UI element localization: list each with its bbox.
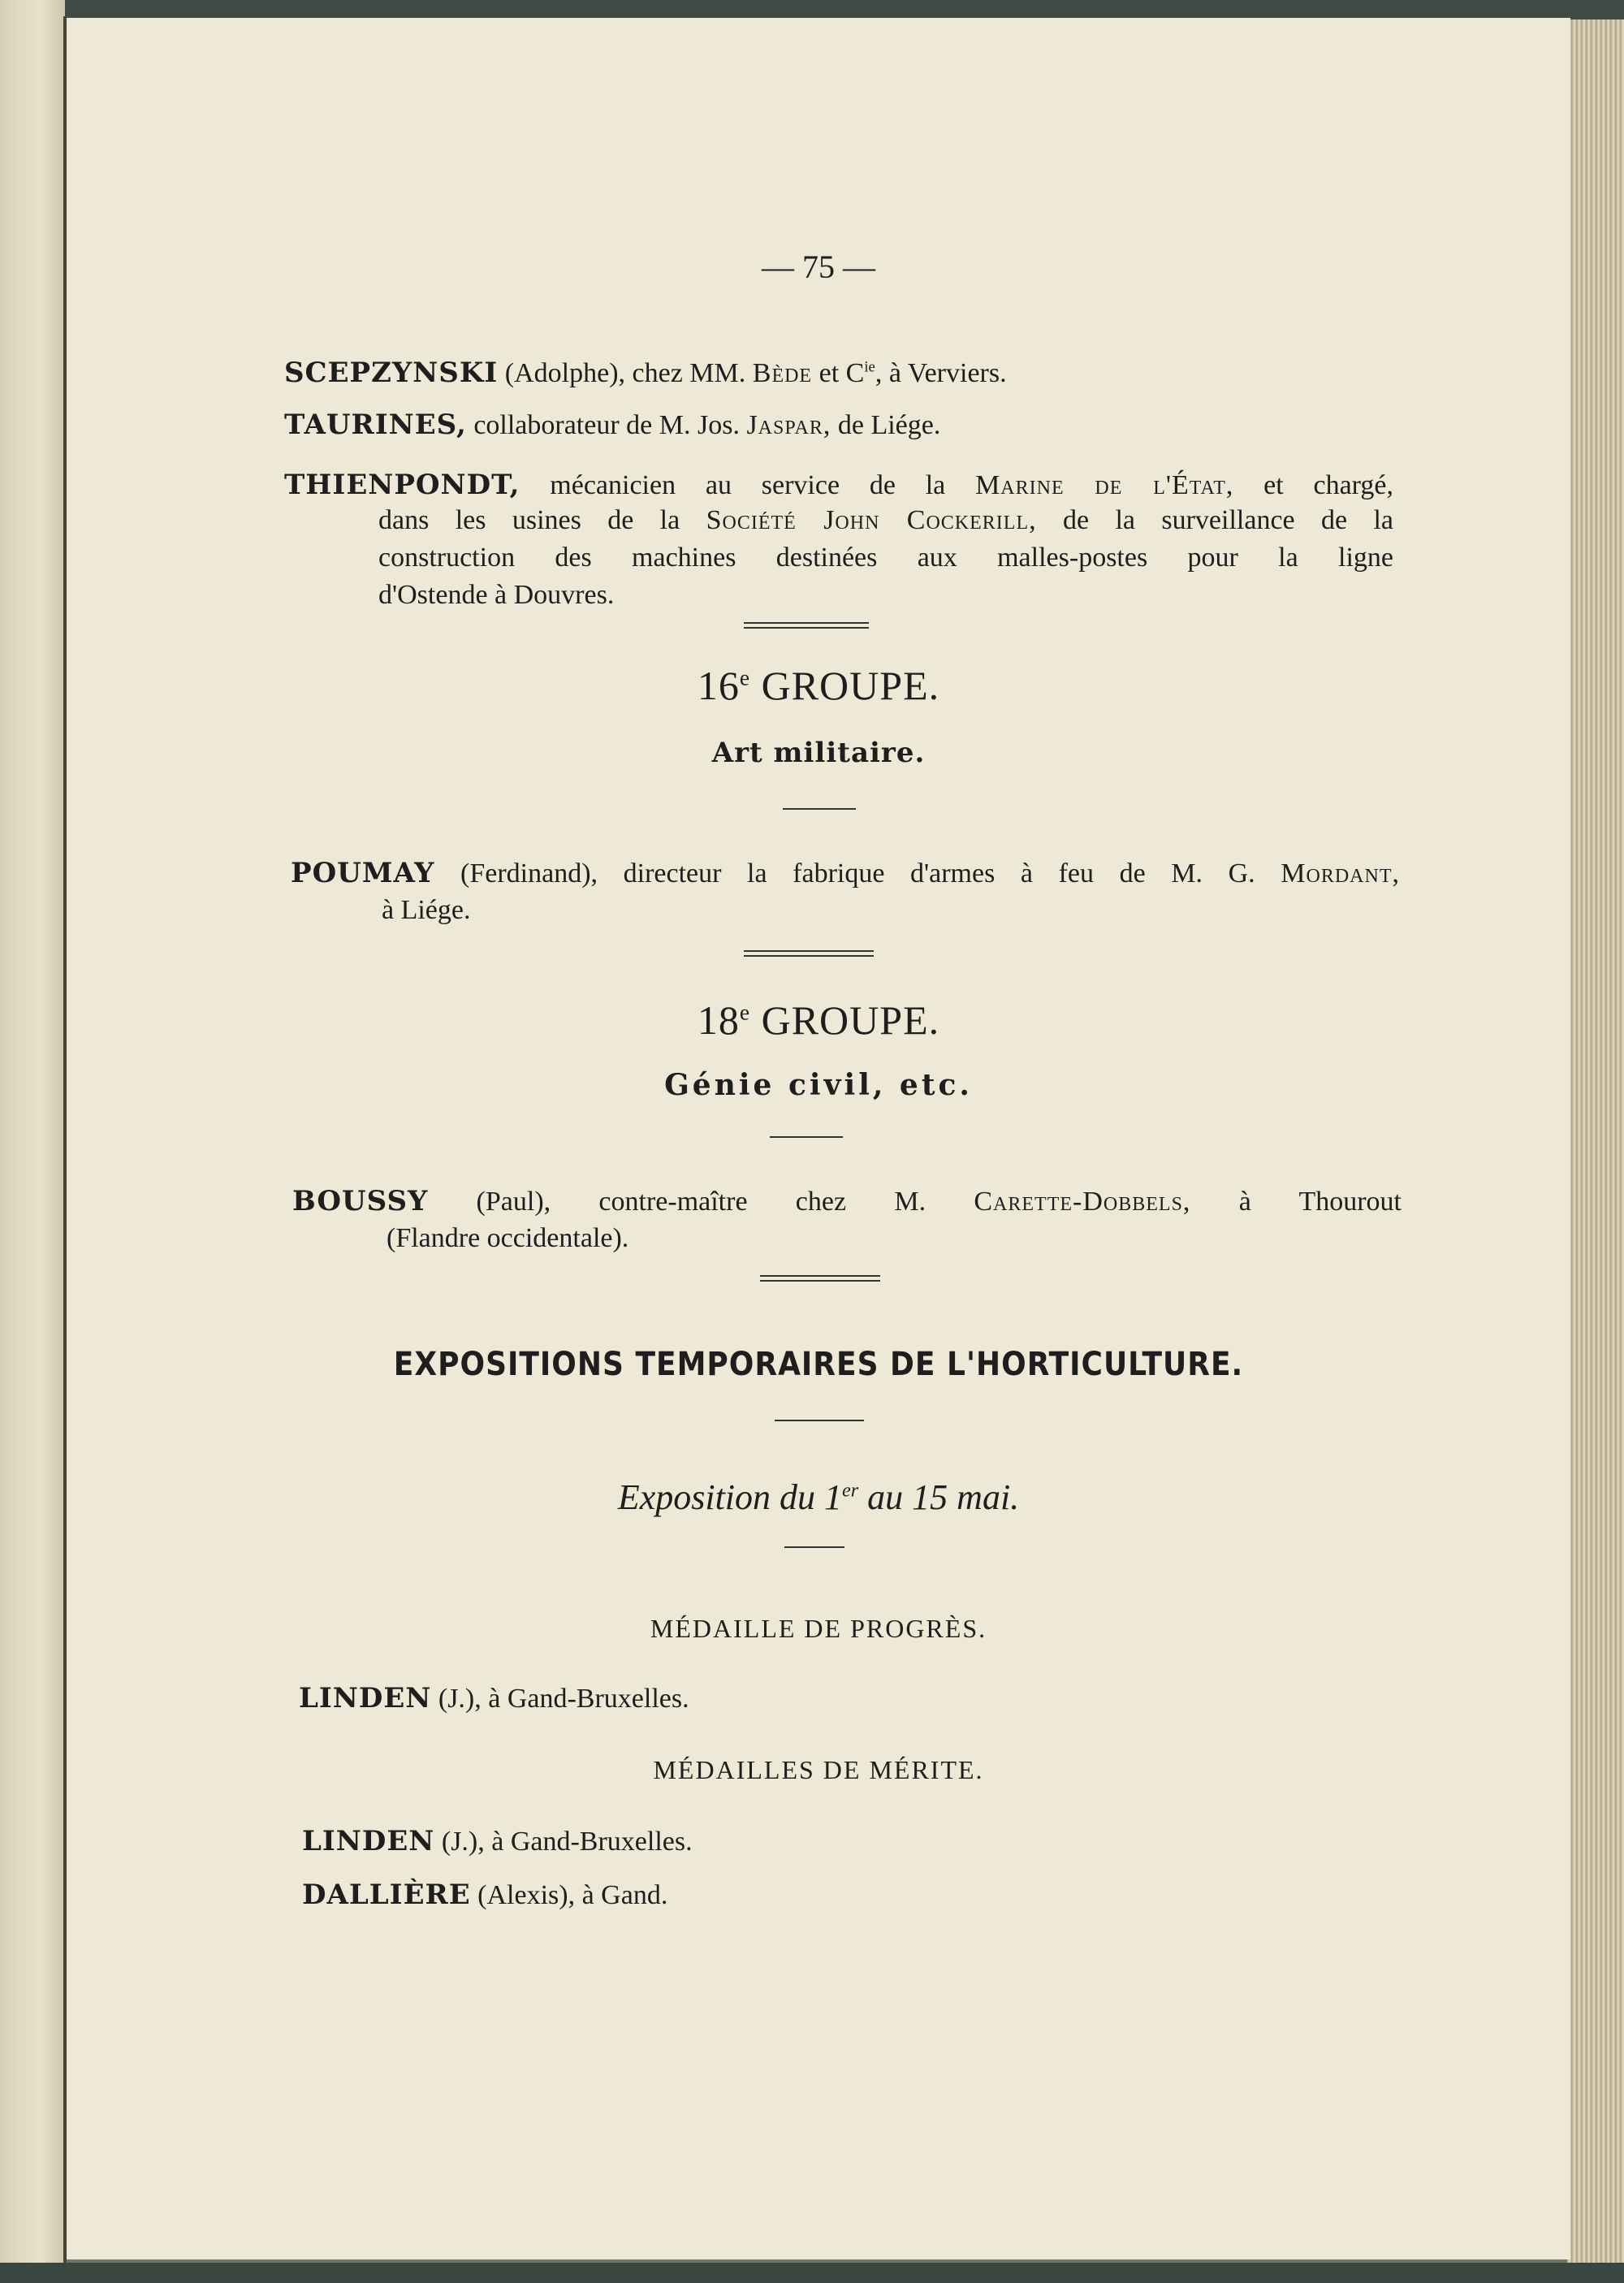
medal-merit-heading: MÉDAILLES DE MÉRITE. bbox=[653, 1755, 984, 1784]
page-number: — 75 — bbox=[762, 249, 875, 285]
short-rule bbox=[783, 808, 856, 810]
entry-linden-merit: LINDEN (J.), à Gand-Bruxelles. bbox=[302, 1825, 693, 1857]
facing-page-edge bbox=[0, 0, 65, 2283]
entry-name: TAURINES, bbox=[284, 409, 467, 441]
entry-taurines: TAURINES, collaborateur de M. Jos. Jaspar, de Liége. bbox=[284, 409, 941, 441]
entry-name: BOUSSY bbox=[292, 1185, 429, 1217]
short-rule bbox=[770, 1136, 843, 1138]
entry-linden-progress: LINDEN (J.), à Gand-Bruxelles. bbox=[299, 1682, 689, 1714]
entry-scepzynski: SCEPZYNSKI (Adolphe), chez MM. Bède et $C^{ie}$, à Verviers. bbox=[284, 357, 1007, 389]
group-16-subtitle: Art militaire. bbox=[711, 737, 926, 769]
medal-progress-heading: MÉDAILLE DE PROGRÈS. bbox=[650, 1614, 987, 1643]
entry-dalliere: DALLIÈRE (Alexis), à Gand. bbox=[302, 1879, 668, 1911]
book-cover-bottom bbox=[0, 2263, 1624, 2283]
entry-name: THIENPONDT, bbox=[284, 469, 520, 501]
entry-name: LINDEN bbox=[299, 1682, 432, 1714]
exposition-dates: Exposition du 1er au 15 mai. bbox=[617, 1477, 1020, 1517]
short-rule bbox=[784, 1546, 844, 1548]
group-18-title: 18e GROUPE. bbox=[697, 997, 940, 1043]
book-page: — 75 — SCEPZYNSKI (Adolphe), chez MM. Bède et $C^{ie}$, à Verviers. TAURINES, collaborateur de M. Jos. Jaspar, de Liége. THIENPONDT, mécanicien au service de la Marine de l'État, et chargé, dans les usines de la Société John Cockerill, de la surveillance de la construction des machines destinées aux malles-postes pour la ligne d'Ostende à Douvres. 16e GROUPE. Art militaire. POUMAY (Ferdinand), directeur la fabrique d'armes à feu de M. G. Mordant, à Liége. 18e GROUPE. Génie civil, etc. BOUSSY (Paul), contre-maître chez M. Carette-Dobbels, à Thourout (Flandre occidentale). EXPOSITIONS TEMPORAIRES DE L'HORTICULTURE. Exposition du 1er au 15 mai. MÉDAILLE DE PROGRÈS. LINDEN (J.), à Gand-Bruxelles. MÉDAILLES DE MÉRITE. LINDEN (J.), à Gand-Bruxelles. DALLIÈRE (Alexis), à Gand. bbox=[67, 18, 1570, 2259]
double-rule-divider bbox=[744, 950, 874, 957]
short-rule bbox=[775, 1420, 864, 1421]
group-18-subtitle: Génie civil, etc. bbox=[664, 1068, 973, 1102]
entry-name: SCEPZYNSKI bbox=[284, 357, 499, 389]
double-rule-divider bbox=[744, 622, 869, 629]
page-stack-edge bbox=[1567, 19, 1624, 2283]
double-rule-divider bbox=[760, 1275, 880, 1282]
expositions-title: EXPOSITIONS TEMPORAIRES DE L'HORTICULTURE. bbox=[393, 1346, 1244, 1383]
group-16-title: 16e GROUPE. bbox=[697, 663, 940, 708]
entry-name: DALLIÈRE bbox=[302, 1879, 471, 1911]
entry-name: POUMAY bbox=[291, 857, 435, 889]
entry-name: LINDEN bbox=[302, 1825, 435, 1857]
